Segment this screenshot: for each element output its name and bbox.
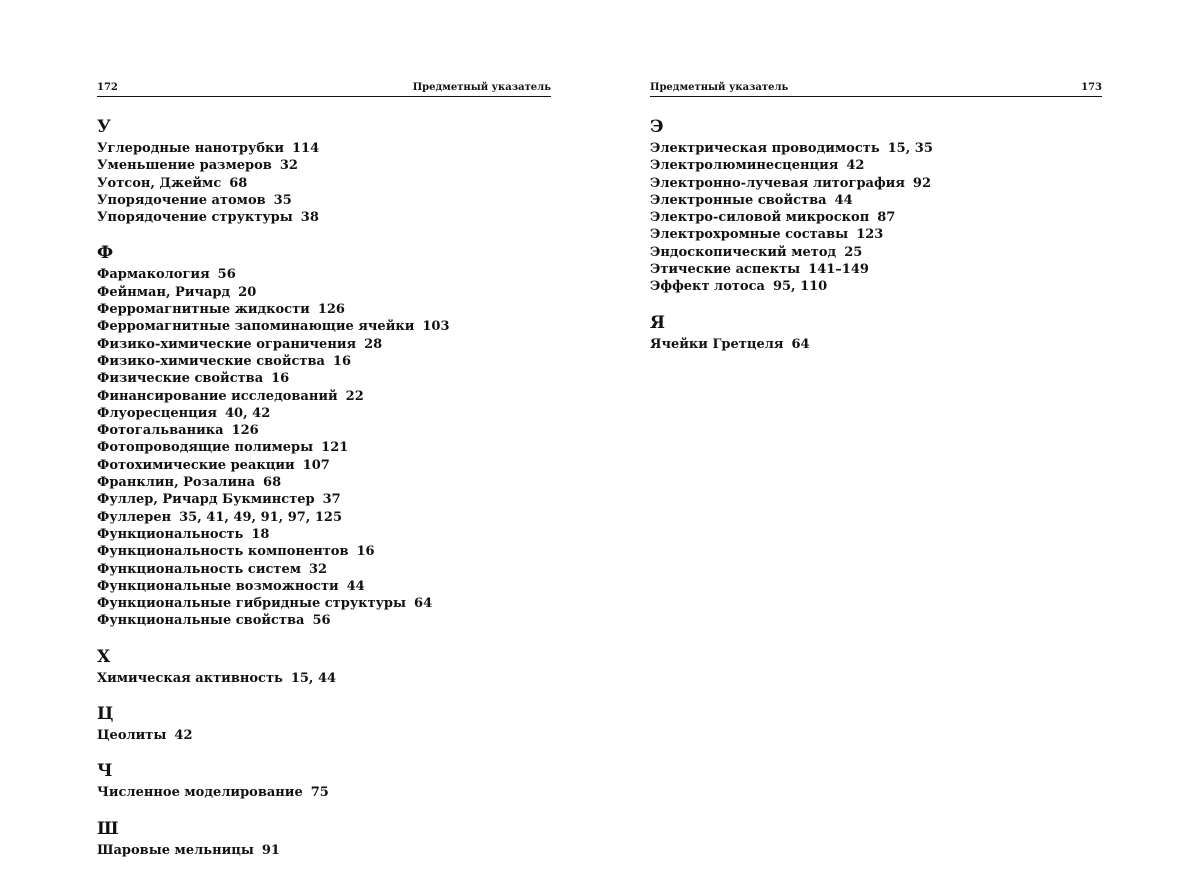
entry-term: Функциональные гибридные структуры [97,596,407,612]
entry-term: Ферромагнитные запоминающие ячейки [97,319,415,335]
index-entry [97,192,551,209]
index-entry [97,353,551,370]
entry-pages: 15, 35 [887,141,933,156]
entry-term: Физические свойства [97,371,264,387]
index-entry [97,509,551,526]
index-entry [650,157,1102,174]
entry-pages: 121 [321,440,349,456]
entry-term: Функциональность систем [97,561,302,577]
index-entry [97,422,551,439]
entry-term: Упорядочение атомов [97,192,266,208]
entry-pages: 87 [877,210,896,226]
entry-pages: 44 [834,192,853,208]
running-title: Предметный указатель [412,82,551,93]
index-entry [97,284,551,301]
index-entry [97,727,551,744]
entry-term: Фейнман, Ричард [97,284,231,300]
index-sections [650,114,1102,353]
entry-term: Фотохимические реакции [97,457,295,473]
index-section [650,310,1102,353]
running-head [97,80,551,97]
entry-pages: 114 [292,141,320,156]
entry-pages: 103 [422,319,450,335]
entry-pages: 91 [261,842,280,858]
index-entry [650,175,1102,192]
index-entry [97,301,551,318]
section-letter: Х [97,646,111,667]
index-entry [97,157,551,174]
index-entry [97,561,551,578]
entry-term: Эндоскопический метод [650,244,837,260]
running-head [650,80,1102,97]
entry-pages: 35, 41, 49, 91, 97, 125 [179,509,342,525]
index-entry [97,336,551,353]
running-title: Предметный указатель [650,82,789,93]
index-entry [97,318,551,335]
entry-term: Флуоресценция [97,405,218,421]
entry-term: Функциональность компонентов [97,544,349,560]
right-page [650,80,1102,367]
index-section [97,644,551,687]
entry-term: Электролюминесценция [650,158,839,174]
index-entry [650,209,1102,226]
entry-pages: 92 [912,175,932,191]
entry-pages: 25 [844,244,863,260]
entry-term: Фармакология [97,267,210,283]
entry-pages: 35 [273,192,292,208]
entry-pages: 56 [217,267,236,283]
entry-term: Уменьшение размеров [97,158,272,174]
index-entry [97,209,551,226]
entry-pages: 32 [309,561,328,577]
entry-term: Электрическая проводимость [650,141,880,156]
entry-term: Эффект лотоса [650,279,765,295]
index-section [650,114,1102,296]
index-entry [97,439,551,456]
entry-pages: 126 [231,423,259,439]
entry-pages: 95, 110 [772,279,828,295]
entry-term: Шаровые мельницы [97,842,254,858]
entry-pages: 22 [345,388,364,404]
entry-pages: 107 [302,457,330,473]
index-sections [97,114,551,859]
section-letter: Я [650,312,665,333]
entry-pages: 15, 44 [290,670,337,686]
entry-term: Электронные свойства [650,192,827,208]
index-entry [97,670,551,687]
index-entry [97,388,551,405]
entry-pages: 20 [238,284,257,300]
index-entry [97,140,551,157]
entry-pages: 18 [251,526,270,542]
entry-term: Фуллер, Ричард Букминстер [97,492,315,508]
entry-term: Фуллерен [97,509,172,525]
entry-pages: 42 [846,158,865,174]
index-entry [650,261,1102,278]
entry-pages: 32 [279,158,298,174]
entry-term: Численное моделирование [97,785,303,801]
entry-pages: 40, 42 [225,405,271,421]
index-entry [97,526,551,543]
section-letter: Э [650,117,664,137]
index-section [97,701,551,744]
left-page [97,80,551,873]
index-entry [97,784,551,801]
entry-pages: 44 [346,578,365,594]
index-section [97,758,551,801]
entry-term: Электро-силовой микроскоп [650,210,870,226]
index-section [97,816,551,859]
entry-term: Физико-химические ограничения [97,336,357,352]
entry-term: Электронно-лучевая литография [650,175,905,191]
entry-pages: 68 [263,475,282,491]
entry-term: Франклин, Розалина [97,475,256,491]
index-section [97,240,551,629]
entry-term: Цеолиты [97,728,167,744]
index-entry [97,578,551,595]
index-entry [97,842,551,859]
section-letter: Ш [97,818,119,839]
entry-term: Функциональные свойства [97,613,305,629]
index-entry [650,226,1102,243]
index-section [97,114,551,226]
index-entry [650,278,1102,295]
entry-pages: 28 [364,336,383,352]
entry-term: Ячейки Гретцеля [650,336,784,352]
index-entry [97,491,551,508]
entry-term: Электрохромные составы [650,227,849,243]
entry-term: Физико-химические свойства [97,353,325,369]
index-entry [97,595,551,612]
entry-pages: 75 [310,785,329,801]
index-entry [97,370,551,387]
entry-term: Функциональность [97,526,244,542]
index-entry [97,175,551,192]
index-entry [650,336,1102,353]
entry-pages: 42 [174,728,193,744]
section-letter: Ч [97,761,113,782]
entry-term: Ферромагнитные жидкости [97,302,310,318]
entry-pages: 16 [271,371,290,387]
entry-pages: 37 [322,492,341,508]
entry-pages: 16 [332,353,352,369]
entry-pages: 64 [414,596,433,612]
index-entry [97,474,551,491]
entry-pages: 123 [856,227,884,243]
entry-term: Фотопроводящие полимеры [97,440,314,456]
section-letter: Ф [97,243,114,264]
entry-pages: 126 [317,302,345,318]
entry-term: Упорядочение структуры [97,210,293,226]
entry-pages: 56 [312,613,331,629]
entry-term: Уотсон, Джеймс [97,175,222,191]
entry-pages: 141–149 [808,262,869,278]
index-entry [97,612,551,629]
section-letter: У [97,117,111,137]
index-entry [97,405,551,422]
index-entry [650,140,1102,157]
page-number: 173 [1081,82,1102,93]
entry-term: Финансирование исследований [97,388,338,404]
section-letter: Ц [97,704,114,725]
page-number: 172 [97,82,118,93]
entry-pages: 68 [229,175,248,191]
entry-term: Этические аспекты [650,262,801,278]
entry-term: Химическая активность [97,670,283,686]
entry-pages: 64 [791,336,810,352]
index-entry [97,543,551,560]
index-entry [650,192,1102,209]
entry-term: Углеродные нанотрубки [97,141,285,156]
entry-term: Функциональные возможности [97,578,339,594]
index-entry [97,457,551,474]
entry-term: Фотогальваника [97,423,224,439]
index-entry [650,244,1102,261]
entry-pages: 38 [300,210,319,226]
index-entry [97,266,551,283]
entry-pages: 16 [356,544,375,560]
